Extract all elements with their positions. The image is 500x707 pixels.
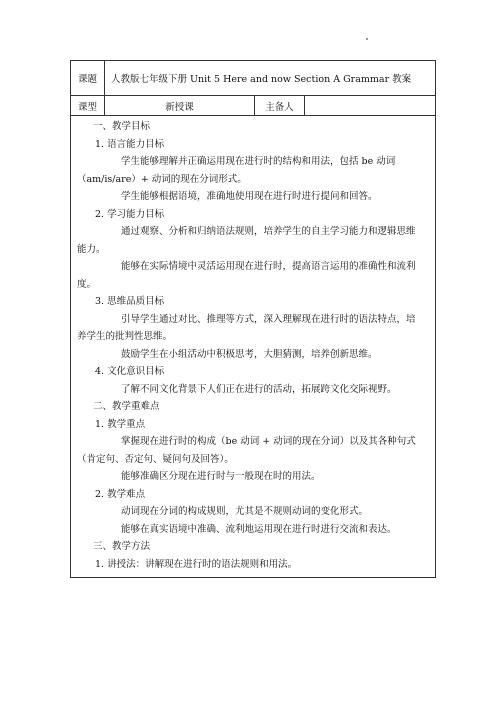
type-value: 新授课 xyxy=(105,96,255,116)
lesson-title: 人教版七年级下册 Unit 5 Here and now Section A Grammar 教案 xyxy=(105,61,436,96)
preparer-value xyxy=(305,96,436,116)
paragraph-line: 动词现在分词的构成规则，尤其是不规则动词的变化形式。 xyxy=(121,506,369,517)
lesson-content xyxy=(71,116,435,577)
subsection-heading: 2. 学习能力目标 xyxy=(95,208,165,220)
subsection-heading: 3. 思维品质目标 xyxy=(95,296,165,307)
page-mark xyxy=(366,38,368,40)
lesson-plan-page xyxy=(70,60,436,578)
topic-row xyxy=(71,61,436,96)
paragraph-continuation: （am/is/are）+ 动词的现在分词形式。 xyxy=(77,173,247,185)
subsection-heading: 1. 教学重点 xyxy=(95,418,146,430)
content-cell xyxy=(71,116,436,578)
subsection-heading: 1. 讲授法：讲解现在进行时的语法规则和用法。 xyxy=(95,558,298,570)
section-heading: 三、教学方法 xyxy=(93,541,151,552)
topic-label: 课题 xyxy=(71,61,105,96)
subsection-heading: 4. 文化意识目标 xyxy=(95,366,165,377)
paragraph-continuation: 能力。 xyxy=(77,243,106,255)
subsection-heading: 1. 语言能力目标 xyxy=(95,138,165,150)
paragraph-continuation: 度。 xyxy=(77,278,97,290)
section-heading: 一、教学目标 xyxy=(93,121,151,132)
preparer-label: 主备人 xyxy=(255,96,305,116)
section-heading: 二、教学重难点 xyxy=(93,401,160,412)
paragraph-line: 能够准确区分现在进行时与一般现在时的用法。 xyxy=(121,471,321,482)
paragraph-line: 学生能够根据语境，准确地使用现在进行时进行提问和回答。 xyxy=(121,191,378,202)
paragraph-line: 鼓励学生在小组活动中积极思考，大胆猜测，培养创新思维。 xyxy=(121,348,378,360)
content-row xyxy=(71,116,436,578)
subsection-heading: 2. 教学难点 xyxy=(95,488,146,500)
paragraph-line: 掌握现在进行时的构成（be 动词 + 动词的现在分词）以及其各种句式 xyxy=(121,436,416,447)
type-row xyxy=(71,96,436,116)
paragraph-continuation: 养学生的批判性思维。 xyxy=(77,331,173,342)
paragraph-line: 能够在真实语境中准确、流利地运用现在进行时进行交流和表达。 xyxy=(121,523,397,535)
type-label: 课型 xyxy=(71,96,105,116)
lesson-plan-table xyxy=(70,60,436,578)
paragraph-line: 学生能够理解并正确运用现在进行时的结构和用法，包括 be 动词 xyxy=(121,156,396,167)
paragraph-line: 引导学生通过对比、推理等方式，深入理解现在进行时的语法特点，培 xyxy=(121,313,416,325)
paragraph-line: 了解不同文化背景下人们正在进行的活动，拓展跨文化交际视野。 xyxy=(121,383,397,395)
paragraph-line: 通过观察、分析和归纳语法规则，培养学生的自主学习能力和逻辑思维 xyxy=(121,226,416,237)
paragraph-continuation: （肯定句、否定句、疑问句及回答）。 xyxy=(77,453,234,465)
paragraph-line: 能够在实际情境中灵活运用现在进行时，提高语言运用的准确性和流利 xyxy=(121,261,416,272)
